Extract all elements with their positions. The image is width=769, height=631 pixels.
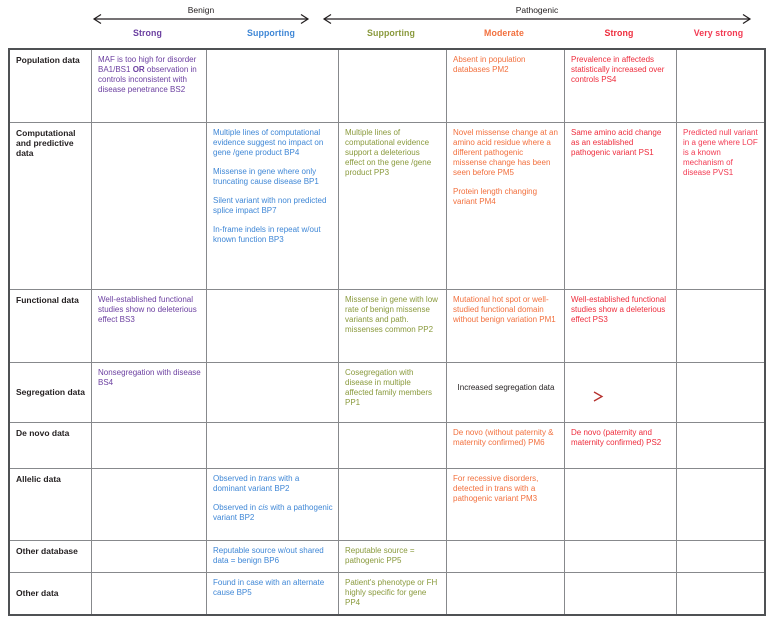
cell-otherdb-pathogenic-strong	[565, 541, 677, 573]
row-label-population-data: Population data	[10, 50, 92, 123]
cell-denovo-benign-supporting	[207, 423, 339, 469]
criteria-table	[8, 48, 766, 616]
cell-otherdata-pathogenic-moderate	[447, 573, 565, 614]
pathogenic-range-arrow-icon	[320, 13, 754, 25]
criterion-bp6: Reputable source w/out shared data = benign BP6	[213, 546, 324, 565]
cell-computational-pathogenic-moderate	[447, 123, 565, 290]
column-header-pathogenic-very-strong: Very strong	[693, 28, 744, 38]
cell-otherdata-benign-supporting	[207, 573, 339, 614]
row-label-segregation-data: Segregation data	[10, 363, 92, 423]
cell-computational-benign-strong	[92, 123, 207, 290]
cell-population-benign-supporting	[207, 50, 339, 123]
criterion-ps1: Same amino acid change as an established pathogenic variant PS1	[571, 128, 662, 157]
cell-otherdata-benign-strong	[92, 573, 207, 614]
cell-segregation-benign-strong	[92, 363, 207, 423]
criterion-pp1: Cosegregation with disease in multiple affected family members PP1	[345, 368, 432, 407]
criterion-bp1: Missense in gene where only truncating cause disease BP1	[213, 167, 319, 186]
column-header-pathogenic-moderate: Moderate	[484, 28, 524, 38]
cell-population-pathogenic-strong	[565, 50, 677, 123]
criterion-pm1: Mutational hot spot or well-studied functional domain without benign variation PM1	[453, 295, 556, 324]
cell-otherdb-benign-strong	[92, 541, 207, 573]
criterion-ps4: Prevalence in affecteds statistically increased over controls PS4	[571, 55, 665, 84]
criterion-bp7: Silent variant with non predicted splice impact BP7	[213, 196, 327, 215]
row-label-allelic-data: Allelic data	[10, 469, 92, 541]
criterion-bp2-trans: Observed in trans with a dominant variant BP2	[213, 474, 300, 493]
cell-denovo-benign-strong	[92, 423, 207, 469]
cell-allelic-pathogenic-moderate	[447, 469, 565, 541]
cell-computational-benign-supporting	[207, 123, 339, 290]
criterion-ps3: Well-established functional studies show a deleterious effect PS3	[571, 295, 667, 324]
cell-allelic-benign-strong	[92, 469, 207, 541]
cell-allelic-pathogenic-very-strong	[677, 469, 764, 541]
benign-axis-label: Benign	[187, 5, 215, 15]
cell-denovo-pathogenic-strong	[565, 423, 677, 469]
cell-denovo-pathogenic-moderate	[447, 423, 565, 469]
segregation-gradient-arrow-icon	[357, 390, 611, 403]
row-label-computational-data: Computational and predictive data	[10, 123, 92, 290]
criterion-pp2: Missense in gene with low rate of benign missense variants and path. missenses common PP2	[345, 295, 438, 334]
criterion-bp2-cis: Observed in cis with a pathogenic variant BP2	[213, 503, 333, 522]
criterion-bs3: Well-established functional studies show no deleterious effect BS3	[98, 295, 197, 324]
cell-segregation-pathogenic-very-strong	[677, 363, 764, 423]
cell-otherdata-pathogenic-strong	[565, 573, 677, 614]
cell-denovo-pathogenic-supporting	[339, 423, 447, 469]
column-header-pathogenic-supporting: Supporting	[367, 28, 415, 38]
segregation-arrow-label: Increased segregation data	[457, 383, 555, 392]
criterion-bs4: Nonsegregation with disease BS4	[98, 368, 201, 387]
cell-functional-pathogenic-very-strong	[677, 290, 764, 363]
cell-functional-benign-supporting	[207, 290, 339, 363]
criterion-pm5: Novel missense change at an amino acid residue where a different pathogenic missense change has been seen before PM5	[453, 128, 558, 177]
cell-allelic-pathogenic-strong	[565, 469, 677, 541]
cell-otherdb-pathogenic-supporting	[339, 541, 447, 573]
cell-computational-pathogenic-strong	[565, 123, 677, 290]
cell-segregation-benign-supporting	[207, 363, 339, 423]
criterion-pvs1: Predicted null variant in a gene where LOF is a known mechanism of disease PVS1	[683, 128, 758, 177]
criterion-ba1-bs1-bs2: MAF is too high for disorder BA1/BS1 OR observation in controls inconsistent with disease penetrance BS2	[98, 55, 197, 94]
cell-allelic-benign-supporting	[207, 469, 339, 541]
cell-otherdb-pathogenic-moderate	[447, 541, 565, 573]
criterion-bp5: Found in case with an alternate cause BP5	[213, 578, 325, 597]
cell-computational-pathogenic-very-strong	[677, 123, 764, 290]
column-header-benign-supporting: Supporting	[247, 28, 295, 38]
row-label-other-database: Other database	[10, 541, 92, 573]
pathogenic-axis-label: Pathogenic	[515, 5, 559, 15]
criterion-pp3: Multiple lines of computational evidence support a deleterious effect on the gene /gene product PP3	[345, 128, 432, 177]
cell-population-pathogenic-moderate	[447, 50, 565, 123]
cell-population-pathogenic-supporting	[339, 50, 447, 123]
cell-otherdb-pathogenic-very-strong	[677, 541, 764, 573]
cell-functional-pathogenic-moderate	[447, 290, 565, 363]
cell-population-benign-strong	[92, 50, 207, 123]
column-header-benign-strong: Strong	[133, 28, 162, 38]
cell-otherdata-pathogenic-supporting	[339, 573, 447, 614]
cell-functional-benign-strong	[92, 290, 207, 363]
cell-otherdata-pathogenic-very-strong	[677, 573, 764, 614]
criterion-bp4: Multiple lines of computational evidence suggest no impact on gene /gene product BP4	[213, 128, 324, 157]
cell-functional-pathogenic-supporting	[339, 290, 447, 363]
cell-otherdb-benign-supporting	[207, 541, 339, 573]
criterion-pm2: Absent in population databases PM2	[453, 55, 526, 74]
criterion-pm3: For recessive disorders, detected in trans with a pathogenic variant PM3	[453, 474, 539, 503]
column-header-pathogenic-strong: Strong	[604, 28, 634, 38]
cell-population-pathogenic-very-strong	[677, 50, 764, 123]
criterion-pm4: Protein length changing variant PM4	[453, 187, 538, 206]
criterion-ps2: De novo (paternity and maternity confirmed) PS2	[571, 428, 662, 447]
row-label-other-data: Other data	[10, 573, 92, 614]
criterion-pp4: Patient's phenotype or FH highly specific for gene PP4	[345, 578, 438, 607]
criterion-pm6: De novo (without paternity & maternity confirmed) PM6	[453, 428, 554, 447]
criterion-bp3: In-frame indels in repeat w/out known function BP3	[213, 225, 321, 244]
segregation-increase-annotation	[357, 383, 611, 405]
criterion-pp5: Reputable source = pathogenic PP5	[345, 546, 415, 565]
row-label-functional-data: Functional data	[10, 290, 92, 363]
cell-functional-pathogenic-strong	[565, 290, 677, 363]
cell-allelic-pathogenic-supporting	[339, 469, 447, 541]
cell-computational-pathogenic-supporting	[339, 123, 447, 290]
benign-range-arrow-icon	[90, 13, 312, 25]
row-label-de-novo-data: De novo data	[10, 423, 92, 469]
cell-denovo-pathogenic-very-strong	[677, 423, 764, 469]
